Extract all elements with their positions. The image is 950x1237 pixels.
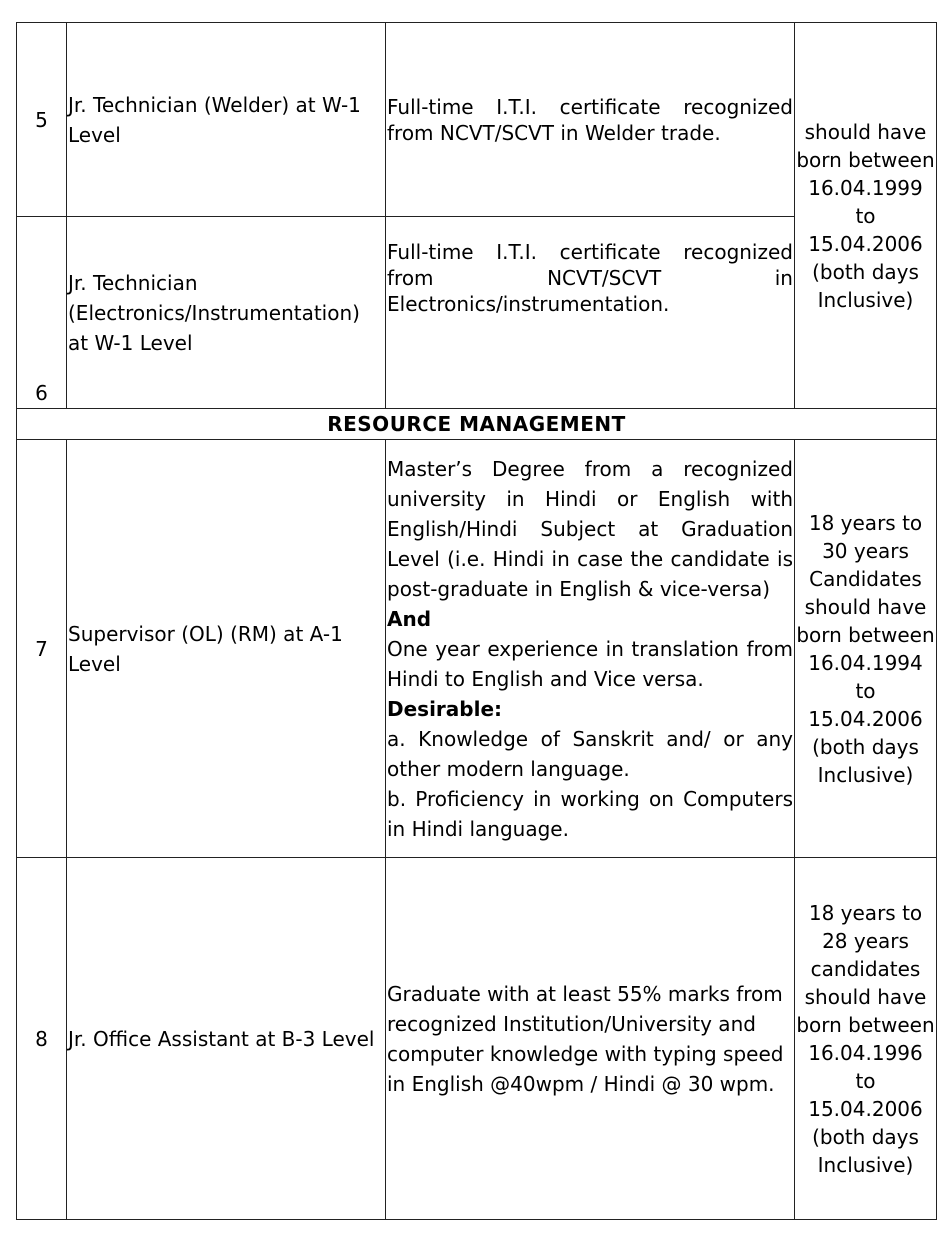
- qualification: Full-time I.T.I. certificate recognized from NCVT/SCVT in Electronics/instrumentation.: [386, 217, 795, 409]
- age-line: Candidates: [809, 566, 922, 591]
- desirable-item: b. Proficiency in working on Computers in Hindi language.: [387, 786, 793, 841]
- age-line: born between: [796, 1012, 935, 1037]
- age-line: 15.04.2006: [808, 706, 923, 731]
- age-line: (both days: [812, 259, 919, 284]
- age-line: Inclusive): [817, 762, 914, 787]
- document-page: [16, 22, 936, 1220]
- age-line: born between: [796, 147, 935, 172]
- qualification: Graduate with at least 55% marks from recognized Institution/University and computer knowledge with typing speed in English @40wpm / Hindi @ 30 wpm.: [386, 858, 795, 1220]
- age-line: candidates: [810, 956, 921, 981]
- serial-number: 5: [17, 23, 67, 217]
- qualification-paragraph: One year experience in translation from Hindi to English and Vice versa.: [387, 636, 793, 691]
- recruitment-table: [16, 22, 937, 1220]
- age-limit: [795, 440, 937, 858]
- qualification: Full-time I.T.I. certificate recognized from NCVT/SCVT in Welder trade.: [386, 23, 795, 217]
- age-line: born between: [796, 622, 935, 647]
- age-line: should have: [804, 119, 927, 144]
- age-line: Inclusive): [817, 1152, 914, 1177]
- age-line: should have: [804, 984, 927, 1009]
- section-heading: RESOURCE MANAGEMENT: [17, 409, 937, 440]
- qualification-paragraph: Master’s Degree from a recognized university in Hindi or English with English/Hindi Subject at Graduation Level (i.e. Hindi in case the candidate is post-graduate in English & vice-versa): [387, 456, 793, 601]
- age-line: to: [855, 203, 876, 228]
- table-row: [17, 440, 937, 858]
- section-row: [17, 409, 937, 440]
- post-name: Jr. Office Assistant at B-3 Level: [67, 858, 386, 1220]
- age-line: 15.04.2006: [808, 231, 923, 256]
- age-limit: [795, 23, 937, 409]
- age-line: to: [855, 1068, 876, 1093]
- qualification-and: And: [387, 606, 432, 631]
- age-line: 16.04.1999: [808, 175, 923, 200]
- post-name: Jr. Technician (Electronics/Instrumentation) at W-1 Level: [67, 217, 386, 409]
- post-name: Jr. Technician (Welder) at W-1 Level: [67, 23, 386, 217]
- age-line: 18 years to: [808, 510, 923, 535]
- post-name: Supervisor (OL) (RM) at A-1 Level: [67, 440, 386, 858]
- age-line: 15.04.2006: [808, 1096, 923, 1121]
- age-line: Inclusive): [817, 287, 914, 312]
- age-line: 30 years: [822, 538, 909, 563]
- serial-number: 8: [17, 858, 67, 1220]
- age-line: (both days: [812, 734, 919, 759]
- age-line: should have: [804, 594, 927, 619]
- age-line: to: [855, 678, 876, 703]
- age-line: 28 years: [822, 928, 909, 953]
- serial-number: 6: [17, 217, 67, 409]
- qualification: [386, 440, 795, 858]
- table-row: [17, 858, 937, 1220]
- age-line: 16.04.1996: [808, 1040, 923, 1065]
- serial-number: 7: [17, 440, 67, 858]
- table-row: [17, 23, 937, 217]
- desirable-heading: Desirable:: [387, 696, 503, 721]
- age-limit: [795, 858, 937, 1220]
- desirable-item: a. Knowledge of Sanskrit and/ or any other modern language.: [387, 726, 793, 781]
- age-line: (both days: [812, 1124, 919, 1149]
- age-line: 18 years to: [808, 900, 923, 925]
- age-line: 16.04.1994: [808, 650, 923, 675]
